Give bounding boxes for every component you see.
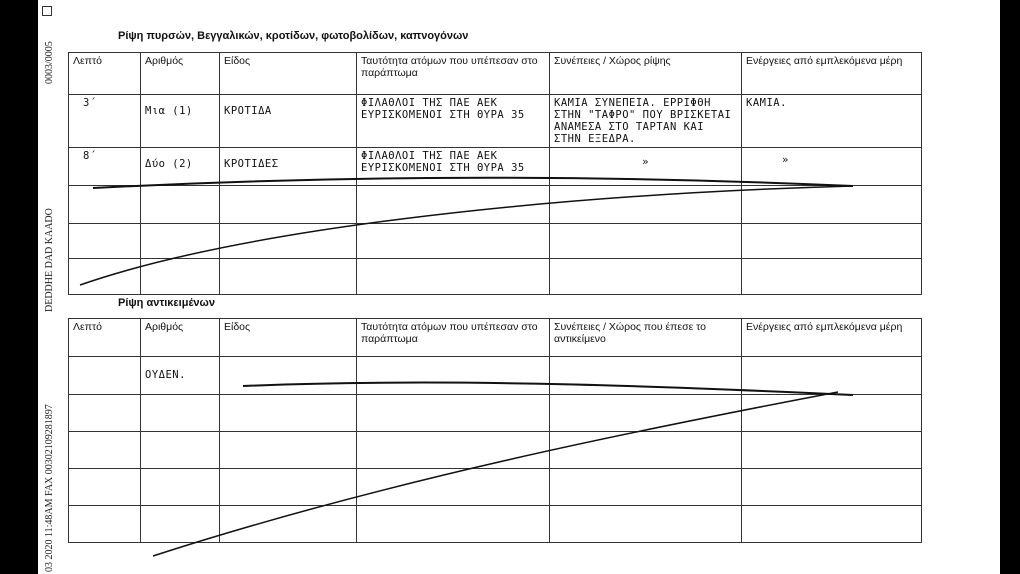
section1-title: Ρίψη πυρσών, Βεγγαλικών, κροτίδων, φωτοβολίδων, καπνογόνων (118, 30, 469, 42)
table-row (69, 224, 922, 259)
header-minute: Λεπτό (69, 53, 141, 95)
section2-table (68, 318, 922, 543)
header-identity: Ταυτότητα ατόμων που υπέπεσαν στο παράπτωμα (357, 319, 550, 357)
fax-page-number: 0003/0005 (44, 41, 55, 84)
cell-actions: » (742, 148, 922, 186)
checkbox-icon (42, 6, 52, 16)
fax-margin (38, 0, 66, 574)
header-consequences: Συνέπειες / Χώρος ρίψης (550, 53, 742, 95)
table-row (69, 506, 922, 543)
cell-type: ΚΡΟΤΙΔΕΣ (220, 148, 357, 186)
section2-title: Ρίψη αντικειμένων (118, 297, 215, 309)
cell-consequences: » (550, 148, 742, 186)
header-actions: Ενέργειες από εμπλεκόμενα μέρη (742, 319, 922, 357)
section1-table (68, 52, 922, 295)
cell-actions: ΚΑΜΙΑ. (742, 95, 922, 148)
header-number: Αριθμός (141, 319, 220, 357)
table-row (69, 95, 922, 148)
table-row (69, 148, 922, 186)
table-row (69, 186, 922, 224)
table-row (69, 432, 922, 469)
fax-header-line: 03 2020 11:48AM FAX 00302109281897 (44, 404, 55, 572)
header-consequences: Συνέπειες / Χώρος που έπεσε το αντικείμενο (550, 319, 742, 357)
cell-identity: ΦΙΛΑΘΛΟΙ ΤΗΣ ΠΑΕ ΑΕΚ ΕΥΡΙΣΚΟΜΕΝΟΙ ΣΤΗ ΘΥΡΑ 35 (357, 95, 550, 148)
table-row (69, 357, 922, 395)
cell-identity: ΦΙΛΑΘΛΟΙ ΤΗΣ ΠΑΕ ΑΕΚ ΕΥΡΙΣΚΟΜΕΝΟΙ ΣΤΗ ΘΥΡΑ 35 (357, 148, 550, 186)
header-type: Είδος (220, 319, 357, 357)
fax-sender: DEDDHE DAD KAADO (44, 208, 55, 312)
cell-consequences: ΚΑΜΙΑ ΣΥΝΕΠΕΙΑ. ΕΡΡΙΦΘΗ ΣΤΗΝ "ΤΑΦΡΟ" ΠΟΥ ΒΡΙΣΚΕΤΑΙ ΑΝΑΜΕΣΑ ΣΤΟ ΤΑΡΤΑΝ ΚΑΙ ΣΤΗΝ ΕΞΕΔΡΑ. (550, 95, 742, 148)
table-row (69, 259, 922, 295)
header-number: Αριθμός (141, 53, 220, 95)
document-page (38, 0, 1000, 574)
header-type: Είδος (220, 53, 357, 95)
cell-number: Μια (1) (141, 95, 220, 148)
header-identity: Ταυτότητα ατόμων που υπέπεσαν στο παράπτωμα (357, 53, 550, 95)
cell-minute: 8΄ (69, 148, 141, 186)
header-minute: Λεπτό (69, 319, 141, 357)
header-actions: Ενέργειες από εμπλεκόμενα μέρη (742, 53, 922, 95)
section2-header-row (69, 319, 922, 357)
cell-number: ΟΥΔΕΝ. (141, 357, 220, 395)
table-row (69, 395, 922, 432)
section1-header-row (69, 53, 922, 95)
cell-minute: 3΄ (69, 95, 141, 148)
cell-number: Δύο (2) (141, 148, 220, 186)
table-row (69, 469, 922, 506)
cell-type: ΚΡΟΤΙΔΑ (220, 95, 357, 148)
